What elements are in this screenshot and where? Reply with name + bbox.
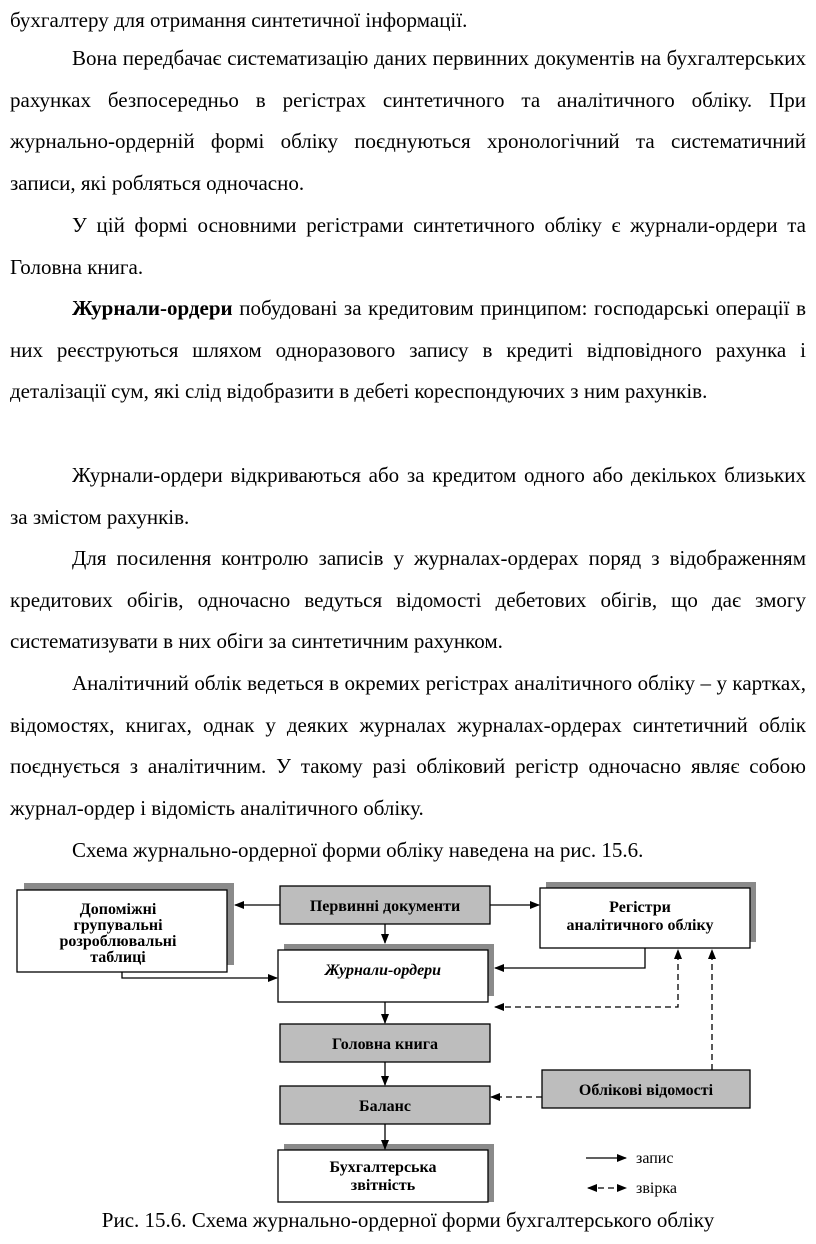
analytic-line-1: Регістри [609,899,671,916]
paragraph-6: Аналітичний облік ведеться в окремих регістрах аналітичного обліку – у картках, відомостях, книгах, однак у деяких журналах журналах-ордерах синтетичний облік поєднується з аналітичним. У такому разі обліковий регістр одночасно являє собою журнал-ордер і відомість аналітичного обліку. [10,671,806,821]
report-line-1: Бухгалтерська [329,1159,437,1176]
legend-check-label: звірка [636,1180,677,1197]
legend-record-label: запис [636,1150,674,1167]
paragraph-2: У цій формі основними регістрами синтетичного обліку є журнали-ордери та Головна книга. [10,213,806,279]
paragraph-4: Журнали-ордери відкриваються або за кредитом одного або декількох близьких за змістом рахунків. [10,463,806,529]
figure-caption: Рис. 15.6. Схема журнально-ордерної форми бухгалтерського обліку [101,1208,715,1232]
primary-docs-label: Первинні документи [309,898,461,915]
paragraph-0: бухгалтеру для отримання синтетичної інформації. [10,8,468,32]
arrow-analytic-to-journals [495,948,645,968]
arrow-aux-to-journals [122,972,277,978]
journals-box [278,944,494,1002]
aux-line-3: розроблювальні [59,933,177,950]
aux-line-4: таблиці [90,949,146,966]
aux-line-1: Допоміжні [79,901,157,918]
paragraph-3 [10,288,806,413]
balance-box [280,1086,490,1124]
ledger-label: Головна книга [332,1036,438,1053]
analytic-registers-box [540,882,756,948]
balance-label: Баланс [358,1098,412,1115]
reporting-box [278,1144,494,1202]
arrow-check-journals-analytic [495,950,678,1007]
paragraph-5: Для посилення контролю записів у журналах-ордерах поряд з відображенням кредитових обігів, одночасно ведуться відомості дебетових обігів, що дає змогу систематизувати в них обіги за синтетичним рахунком. [10,546,806,654]
paragraph-1: Вона передбачає систематизацію даних первинних документів на бухгалтерських рахунках безпосередньо в регістрах синтетичного та аналітичного обліку. При журнально-ордерній формі обліку поєднуються хронологічний та систематичний записи, які робляться одночасно. [10,46,806,196]
report-line-2: звітність [350,1177,416,1194]
analytic-line-2: аналітичного обліку [566,917,714,934]
paragraph-7: Схема журнально-ордерної форми обліку наведена на рис. 15.6. [72,838,644,862]
accounting-scheme-diagram [0,870,816,1210]
aux-line-2: групувальні [73,917,163,934]
primary-docs-box [280,886,490,924]
paragraph-3-rest: побудовані за кредитовим принципом: господарські операції в них реєструються шляхом одноразового запису в кредиті відповідного рахунка і деталізації сум, які слід відобразити в дебеті кореспондуючих з ним рахунків. [10,296,806,404]
statements-box [542,1070,750,1108]
statements-label: Облікові відомості [578,1082,714,1099]
journals-label: Журнали-ордери [324,962,442,979]
ledger-box [280,1024,490,1062]
aux-tables-box [17,883,234,972]
bold-term: Журнали-ордери [72,296,233,320]
